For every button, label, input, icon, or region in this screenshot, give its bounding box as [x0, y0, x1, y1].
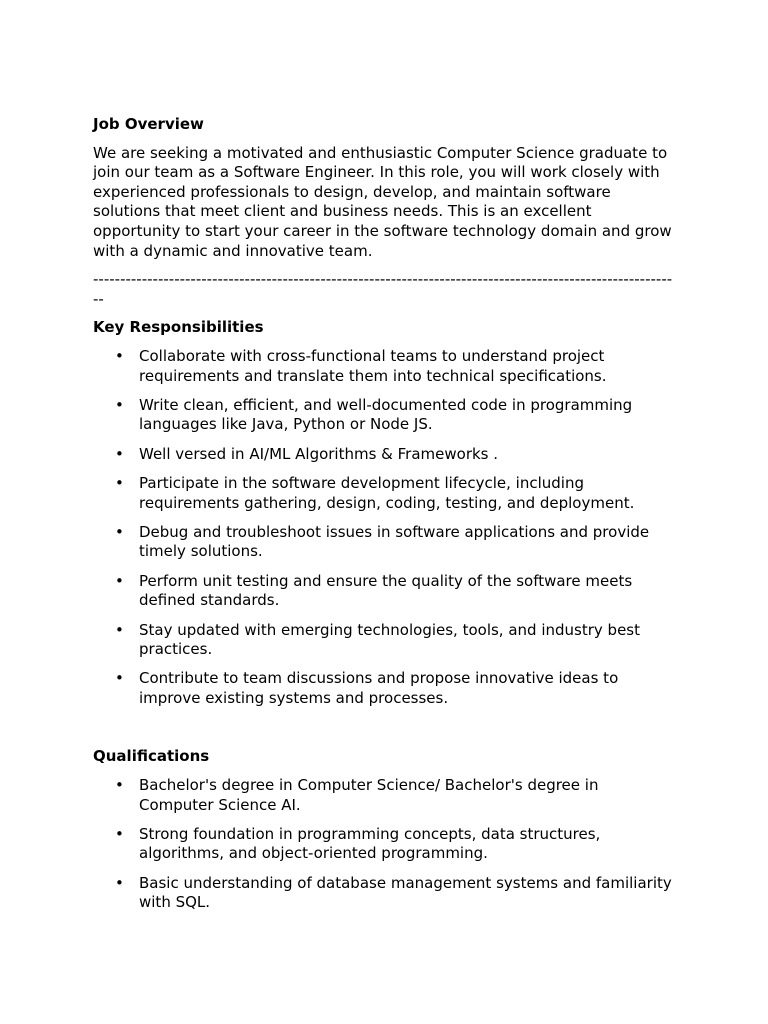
job-overview-heading: Job Overview	[93, 115, 204, 133]
list-item	[93, 874, 673, 913]
list-item-text: Perform unit testing and ensure the quality of the software meets defined standards.	[139, 571, 633, 610]
list-item-text: Stay updated with emerging technologies, tools, and industry best practices.	[139, 620, 640, 659]
responsibilities-heading: Key Responsibilities	[93, 318, 264, 337]
list-item-text: Debug and troubleshoot issues in software applications and provide timely solutions.	[139, 522, 650, 561]
bullet-icon: •	[115, 571, 124, 590]
list-item	[93, 621, 673, 660]
list-item-text: Contribute to team discussions and propose innovative ideas to improve existing systems and processes.	[139, 669, 619, 708]
bullet-icon: •	[115, 346, 124, 365]
list-item	[93, 825, 673, 864]
list-item	[93, 776, 673, 815]
list-item-text: Write clean, efficient, and well-documented code in programming languages like Java, Python or Node JS.	[139, 395, 633, 434]
document-content	[93, 115, 673, 923]
bullet-icon: •	[115, 620, 124, 639]
bullet-icon: •	[115, 444, 124, 463]
list-item-text: Strong foundation in programming concepts, data structures, algorithms, and object-oriented programming.	[139, 824, 601, 863]
list-item-text: Participate in the software development lifecycle, including requirements gathering, design, coding, testing, and deployment.	[139, 473, 635, 512]
list-item	[93, 347, 673, 386]
bullet-icon: •	[115, 669, 124, 688]
section-divider: -------------------------------------------------------------------------------------------------------------	[93, 270, 673, 308]
bullet-icon: •	[115, 473, 124, 492]
list-item	[93, 396, 673, 435]
list-item	[93, 523, 673, 562]
list-item	[93, 474, 673, 513]
qualifications-heading: Qualifications	[93, 747, 210, 766]
bullet-icon: •	[115, 824, 124, 843]
list-item-text: Collaborate with cross-functional teams to understand project requirements and translate them into technical specifications.	[139, 346, 607, 385]
list-item-text: Basic understanding of database management systems and familiarity with SQL.	[139, 873, 672, 912]
list-item-text: Bachelor's degree in Computer Science/ Bachelor's degree in Computer Science AI.	[139, 775, 599, 814]
job-overview-body: We are seeking a motivated and enthusiastic Computer Science graduate to join our team as a Software Engineer. In this role, you will work closely with experienced professionals to design, develop, and maintain software solutions that meet client and business needs. This is an excellent opportunity to start your career in the software technology domain and grow with a dynamic and innovative team.	[93, 143, 672, 260]
responsibilities-list	[93, 347, 673, 709]
list-item	[93, 445, 673, 465]
list-item	[93, 669, 673, 708]
bullet-icon: •	[115, 873, 124, 892]
bullet-icon: •	[115, 522, 124, 541]
section-spacer	[93, 718, 673, 747]
list-item	[93, 572, 673, 611]
qualifications-list	[93, 776, 673, 913]
bullet-icon: •	[115, 775, 124, 794]
list-item-text: Well versed in AI/ML Algorithms & Frameworks .	[139, 444, 499, 463]
bullet-icon: •	[115, 395, 124, 414]
